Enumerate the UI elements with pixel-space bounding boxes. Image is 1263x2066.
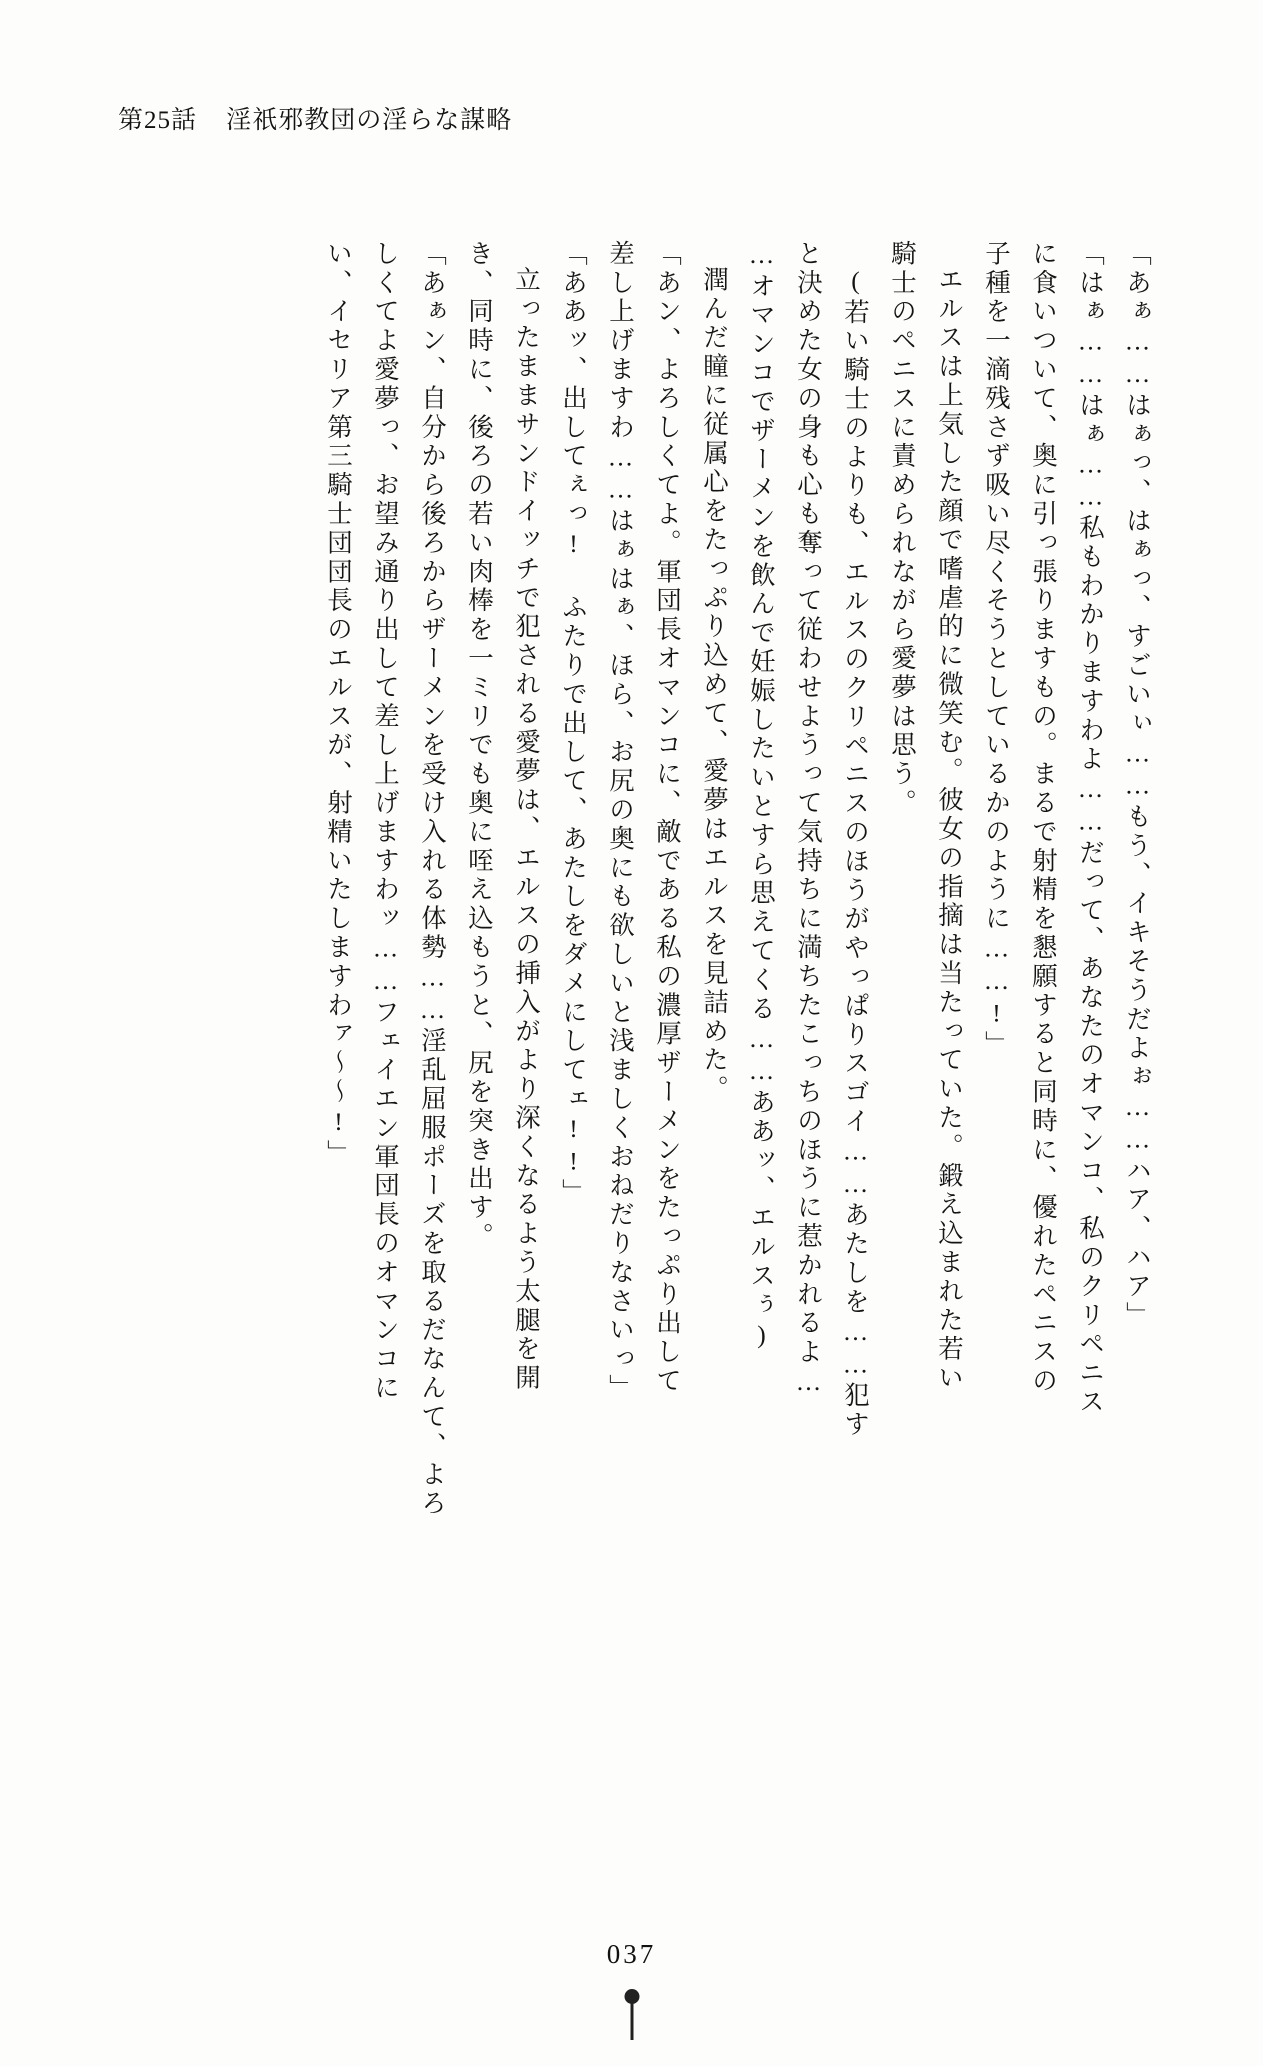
text-line: エルスは上気した顔で嗜虐的に微笑む。彼女の指摘は当たっていた。鍛え込まれた若い — [935, 266, 964, 1394]
text-line: 「あぁ……はぁっ、はぁっ、すごいぃ……もう、イキそうだよぉ……ハア、ハア」 — [1123, 240, 1152, 1331]
text-line: と決めた女の身も心も奪って従わせようって気持ちに満ちたこっちのほうに惹かれるよ… — [794, 240, 823, 1400]
text-line: しくてよ愛夢っ、お望み通り出して差し上げますわッ……フェイエン軍団長のオマンコに — [371, 240, 400, 1403]
text-line: 差し上げますわ……はぁはぁ、ほら、お尻の奥にも欲しいと浅ましくおねだりなさいっ」 — [606, 240, 635, 1403]
running-header — [118, 100, 512, 136]
chapter-number: 第25話 — [118, 107, 198, 134]
text-line: 「ああッ、出してぇっ! ふたりで出して、あたしをダメにしてェ!!」 — [559, 240, 588, 1208]
text-line: 潤んだ瞳に従属心をたっぷり込めて、愛夢はエルスを見詰めた。 — [700, 266, 729, 1105]
text-line: …オマンコでザーメンを飲んで妊娠したいとすら思えてくる……ああッ、エルスぅ) — [747, 240, 776, 1353]
spine-line-mark — [630, 1994, 633, 2040]
text-line: き、同時に、後ろの若い肉棒を一ミリでも奥に咥え込もうと、尻を突き出す。 — [465, 240, 494, 1252]
text-line: 「はぁ……はぁ……私もわかりますわよ……だって、あなたのオマンコ、私のクリペニス — [1076, 240, 1105, 1417]
text-line: 騎士のペニスに責められながら愛夢は思う。 — [888, 240, 917, 818]
text-line: に食いついて、奥に引っ張りますもの。まるで射精を懇願すると同時に、優れたペニスの — [1029, 240, 1058, 1396]
chapter-title: 淫祇邪教団の淫らな謀略 — [226, 107, 513, 134]
page-number: 037 — [606, 1939, 657, 1969]
text-line: 「あぁン、自分から後ろからザーメンを受け入れる体勢……淫乱屈服ポーズを取るだなんて、よろ — [418, 240, 447, 1519]
text-line: 子種を一滴残さず吸い尽くそうとしているかのように……!」 — [982, 240, 1011, 1060]
text-line: い、イセリア第三騎士団団長のエルスが、射精いたしますわァ〜〜!」 — [324, 240, 353, 1169]
body-text-area — [110, 240, 1150, 1770]
text-line: 立ったままサンドイッチで犯される愛夢は、エルスの挿入がより深くなるよう太腿を開 — [512, 266, 541, 1394]
text-line: 「あン、よろしくてよ。軍団長オマンコに、敵である私の濃厚ザーメンをたっぷり出して — [653, 240, 682, 1396]
text-line: (若い騎士のよりも、エルスのクリペニスのほうがやっぱりスゴイ……あたしを……犯す — [841, 266, 870, 1440]
